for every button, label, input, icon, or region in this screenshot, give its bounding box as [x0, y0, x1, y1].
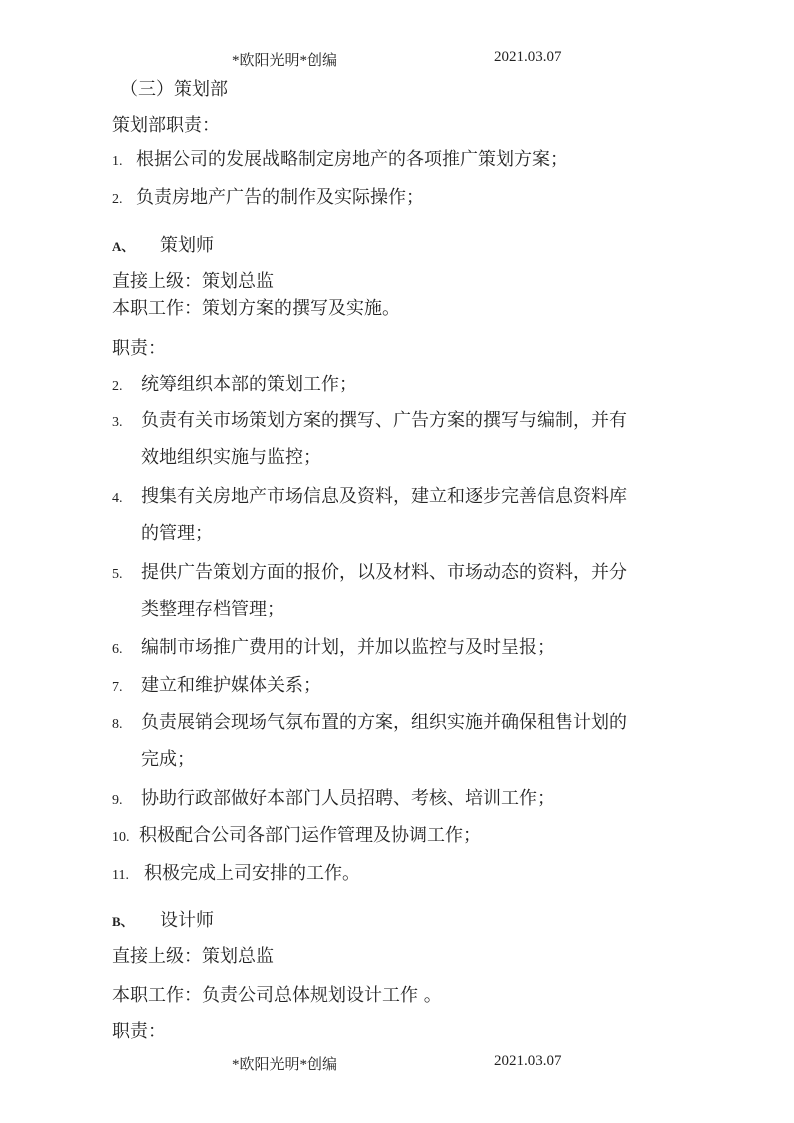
list-item	[112, 674, 321, 700]
list-text: 协助行政部做好本部门人员招聘、考核、培训工作；	[141, 788, 555, 809]
list-number: 1.	[112, 154, 123, 169]
list-text: 积极配合公司各部门运作管理及协调工作；	[139, 825, 481, 846]
list-text: 积极完成上司安排的工作。	[144, 863, 360, 884]
list-item	[112, 373, 357, 399]
list-text: 负责展销会现场气氛布置的方案，组织实施并确保租售计划的	[141, 712, 627, 733]
list-number: 5.	[112, 567, 123, 582]
role-name: 策划师	[160, 235, 214, 256]
list-item	[112, 862, 360, 888]
list-number: 2.	[112, 192, 123, 207]
role-letter: A、	[112, 239, 135, 254]
list-item	[112, 186, 424, 212]
list-item	[112, 409, 627, 435]
footer-author: *欧阳光明*创编	[232, 1057, 338, 1073]
header-author: *欧阳光明*创编	[232, 53, 338, 69]
list-text-continued: 的管理；	[141, 523, 213, 544]
role-duty-label: 职责：	[112, 338, 166, 359]
list-number: 7.	[112, 680, 123, 695]
list-text-continued: 完成；	[141, 749, 195, 770]
list-text-continued: 效地组织实施与监控；	[141, 447, 321, 468]
list-text: 建立和维护媒体关系；	[141, 675, 321, 696]
list-number: 6.	[112, 642, 123, 657]
role-superior: 直接上级：策划总监	[112, 946, 274, 967]
list-item	[112, 711, 627, 737]
dept-title: （三）策划部	[120, 79, 228, 100]
list-item	[112, 561, 627, 587]
list-item	[112, 787, 555, 813]
list-item	[112, 824, 481, 850]
dept-duty-title: 策划部职责：	[112, 115, 220, 136]
list-item	[112, 485, 627, 511]
list-text: 搜集有关房地产市场信息及资料，建立和逐步完善信息资料库	[141, 486, 627, 507]
list-text-continued: 类整理存档管理；	[141, 599, 285, 620]
list-number: 2.	[112, 379, 123, 394]
list-number: 8.	[112, 717, 123, 732]
list-item	[112, 148, 568, 174]
list-text: 提供广告策划方面的报价，以及材料、市场动态的资料，并分	[141, 562, 627, 583]
list-number: 3.	[112, 415, 123, 430]
list-text: 根据公司的发展战略制定房地产的各项推广策划方案；	[136, 149, 568, 170]
list-number: 11.	[112, 868, 129, 883]
footer-date: 2021.03.07	[494, 1053, 562, 1069]
role-duty-label: 职责：	[112, 1021, 166, 1042]
role-superior: 直接上级：策划总监	[112, 271, 274, 292]
list-text: 负责有关市场策划方案的撰写、广告方案的撰写与编制，并有	[141, 410, 627, 431]
list-text: 编制市场推广费用的计划，并加以监控与及时呈报；	[141, 637, 555, 658]
list-text: 统筹组织本部的策划工作；	[141, 374, 357, 395]
role-heading	[112, 909, 214, 934]
list-item	[112, 636, 555, 662]
role-work: 本职工作：负责公司总体规划设计工作 。	[112, 985, 442, 1006]
header-date: 2021.03.07	[494, 49, 562, 65]
role-name: 设计师	[160, 910, 214, 931]
list-number: 9.	[112, 793, 123, 808]
list-number: 10.	[112, 830, 130, 845]
list-text: 负责房地产广告的制作及实际操作；	[136, 187, 424, 208]
role-work: 本职工作：策划方案的撰写及实施。	[112, 298, 400, 319]
list-number: 4.	[112, 491, 123, 506]
role-heading	[112, 234, 214, 259]
role-letter: B、	[112, 914, 134, 929]
